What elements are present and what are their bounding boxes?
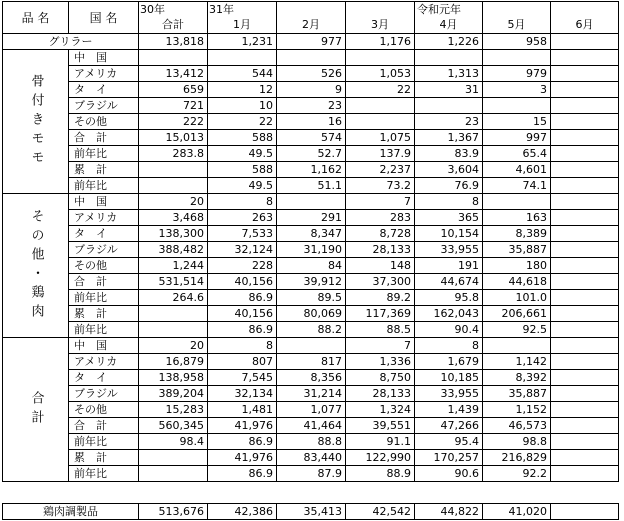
cell	[551, 178, 619, 194]
cell: 1,162	[277, 162, 346, 178]
cell: 13,818	[139, 34, 208, 50]
processed-label: 鶏肉調製品	[3, 504, 139, 520]
cell: 3,468	[139, 210, 208, 226]
year31-label: 31年	[209, 3, 234, 16]
grilla-row	[3, 34, 619, 50]
country-label: 前年比	[69, 466, 139, 482]
country-label: 累 計	[69, 306, 139, 322]
country-label: 合 計	[69, 274, 139, 290]
cell	[551, 114, 619, 130]
cell: 8	[415, 338, 483, 354]
table-row	[3, 242, 619, 258]
cell: 263	[208, 210, 277, 226]
cell	[551, 50, 619, 66]
cell	[551, 338, 619, 354]
cell	[346, 98, 415, 114]
cell: 86.9	[208, 466, 277, 482]
country-label: 前年比	[69, 322, 139, 338]
country-label: 前年比	[69, 290, 139, 306]
cell: 41,976	[208, 450, 277, 466]
country-label: ブラジル	[69, 98, 139, 114]
table-row	[3, 402, 619, 418]
reiwa-label: 令和元年	[417, 3, 461, 16]
country-label: 中 国	[69, 50, 139, 66]
cell: 1,244	[139, 258, 208, 274]
grilla-label: グリラー	[3, 34, 139, 50]
cell: 12	[208, 82, 277, 98]
cell	[551, 322, 619, 338]
cell: 117,369	[346, 306, 415, 322]
cell: 1,053	[346, 66, 415, 82]
cell: 41,020	[483, 504, 551, 520]
col-total-header	[139, 2, 208, 34]
import-table	[2, 1, 619, 482]
cell: 8,389	[483, 226, 551, 242]
cell	[415, 98, 483, 114]
cell	[139, 450, 208, 466]
cell: 31,214	[277, 386, 346, 402]
country-label: アメリカ	[69, 354, 139, 370]
cell: 20	[139, 338, 208, 354]
cell: 65.4	[483, 146, 551, 162]
cell	[277, 50, 346, 66]
table-row	[3, 98, 619, 114]
country-label: 中 国	[69, 194, 139, 210]
cell: 365	[415, 210, 483, 226]
cell: 206,661	[483, 306, 551, 322]
cell: 659	[139, 82, 208, 98]
cell: 22	[208, 114, 277, 130]
cell: 977	[277, 34, 346, 50]
cell: 7,545	[208, 370, 277, 386]
cell: 20	[139, 194, 208, 210]
col-month-6	[551, 2, 619, 34]
month-label: 3月	[371, 18, 389, 31]
cell: 37,300	[346, 274, 415, 290]
cell: 98.4	[139, 434, 208, 450]
cell: 8,750	[346, 370, 415, 386]
cell: 588	[208, 130, 277, 146]
cell: 1,324	[346, 402, 415, 418]
cell	[551, 146, 619, 162]
cell: 817	[277, 354, 346, 370]
cell: 33,955	[415, 386, 483, 402]
cell: 32,134	[208, 386, 277, 402]
cell: 1,231	[208, 34, 277, 50]
cell: 13,412	[139, 66, 208, 82]
cell: 10,154	[415, 226, 483, 242]
cell	[551, 418, 619, 434]
cell: 31,190	[277, 242, 346, 258]
cell: 47,266	[415, 418, 483, 434]
cell: 7	[346, 338, 415, 354]
cell: 222	[139, 114, 208, 130]
header-row	[3, 2, 619, 34]
cell: 88.5	[346, 322, 415, 338]
cell: 89.5	[277, 290, 346, 306]
col-country-header: 国 名	[69, 2, 139, 34]
year30-label: 30年	[140, 3, 165, 16]
month-label: 4月	[439, 18, 458, 31]
cell: 1,367	[415, 130, 483, 146]
cell: 8	[208, 338, 277, 354]
table-body	[3, 2, 619, 482]
cell	[139, 162, 208, 178]
section-label: 合計	[3, 338, 69, 482]
cell: 1,336	[346, 354, 415, 370]
cell: 1,679	[415, 354, 483, 370]
cell: 283	[346, 210, 415, 226]
cell	[139, 306, 208, 322]
table-row	[3, 354, 619, 370]
cell: 39,551	[346, 418, 415, 434]
cell: 88.2	[277, 322, 346, 338]
total-label: 合計	[162, 18, 184, 31]
cell: 137.9	[346, 146, 415, 162]
cell: 807	[208, 354, 277, 370]
cell: 28,133	[346, 386, 415, 402]
cell	[139, 178, 208, 194]
country-label: アメリカ	[69, 210, 139, 226]
cell: 8,347	[277, 226, 346, 242]
cell: 44,822	[415, 504, 483, 520]
section-label: 骨付きモモ	[3, 50, 69, 194]
table-row	[3, 50, 619, 66]
table-row	[3, 306, 619, 322]
country-label: ブラジル	[69, 386, 139, 402]
cell	[551, 130, 619, 146]
cell: 1,075	[346, 130, 415, 146]
cell: 8	[208, 194, 277, 210]
cell: 89.2	[346, 290, 415, 306]
cell	[551, 210, 619, 226]
cell: 32,124	[208, 242, 277, 258]
cell: 283.8	[139, 146, 208, 162]
cell: 1,142	[483, 354, 551, 370]
cell: 8	[415, 194, 483, 210]
cell: 388,482	[139, 242, 208, 258]
cell: 526	[277, 66, 346, 82]
country-label: その他	[69, 402, 139, 418]
cell: 148	[346, 258, 415, 274]
cell: 162,043	[415, 306, 483, 322]
cell: 90.6	[415, 466, 483, 482]
cell	[483, 338, 551, 354]
cell: 721	[139, 98, 208, 114]
cell: 228	[208, 258, 277, 274]
table-row	[3, 450, 619, 466]
col-month-2	[277, 2, 346, 34]
country-label: その他	[69, 114, 139, 130]
table-row	[3, 130, 619, 146]
table-row	[3, 370, 619, 386]
cell	[483, 194, 551, 210]
cell: 191	[415, 258, 483, 274]
cell	[346, 114, 415, 130]
cell: 138,958	[139, 370, 208, 386]
cell	[551, 466, 619, 482]
cell	[483, 98, 551, 114]
cell: 979	[483, 66, 551, 82]
cell: 46,573	[483, 418, 551, 434]
cell: 95.8	[415, 290, 483, 306]
cell	[551, 402, 619, 418]
cell: 31	[415, 82, 483, 98]
table-row	[3, 162, 619, 178]
cell: 15	[483, 114, 551, 130]
cell: 41,976	[208, 418, 277, 434]
country-label: 合 計	[69, 418, 139, 434]
cell: 42,542	[346, 504, 415, 520]
cell: 40,156	[208, 306, 277, 322]
cell	[551, 242, 619, 258]
table-row	[3, 178, 619, 194]
cell: 88.8	[277, 434, 346, 450]
month-label: 5月	[507, 18, 526, 31]
cell: 1,313	[415, 66, 483, 82]
cell	[551, 194, 619, 210]
cell: 74.1	[483, 178, 551, 194]
table-row	[3, 114, 619, 130]
cell: 51.1	[277, 178, 346, 194]
cell: 23	[277, 98, 346, 114]
cell: 291	[277, 210, 346, 226]
cell: 41,464	[277, 418, 346, 434]
cell: 76.9	[415, 178, 483, 194]
cell: 531,514	[139, 274, 208, 290]
cell	[551, 370, 619, 386]
cell: 3,604	[415, 162, 483, 178]
cell	[551, 504, 619, 520]
cell	[551, 354, 619, 370]
cell: 44,674	[415, 274, 483, 290]
cell: 16,879	[139, 354, 208, 370]
cell: 83.9	[415, 146, 483, 162]
cell: 80,069	[277, 306, 346, 322]
cell: 91.1	[346, 434, 415, 450]
cell: 92.2	[483, 466, 551, 482]
cell: 15,013	[139, 130, 208, 146]
table-row	[3, 274, 619, 290]
table-row	[3, 146, 619, 162]
cell	[139, 50, 208, 66]
cell: 122,990	[346, 450, 415, 466]
cell	[277, 338, 346, 354]
cell	[346, 50, 415, 66]
cell: 1,226	[415, 34, 483, 50]
cell: 163	[483, 210, 551, 226]
cell: 86.9	[208, 290, 277, 306]
country-label: アメリカ	[69, 66, 139, 82]
month-label: 6月	[575, 18, 594, 31]
cell: 28,133	[346, 242, 415, 258]
cell: 958	[483, 34, 551, 50]
cell	[139, 322, 208, 338]
cell: 33,955	[415, 242, 483, 258]
table-row	[3, 226, 619, 242]
country-label: 合 計	[69, 130, 139, 146]
cell: 49.5	[208, 178, 277, 194]
cell: 35,887	[483, 242, 551, 258]
cell	[277, 194, 346, 210]
cell: 560,345	[139, 418, 208, 434]
cell: 389,204	[139, 386, 208, 402]
month-label: 1月	[233, 18, 251, 31]
cell: 544	[208, 66, 277, 82]
table-row	[3, 386, 619, 402]
cell	[551, 162, 619, 178]
table-row	[3, 322, 619, 338]
cell: 513,676	[139, 504, 208, 520]
cell	[551, 226, 619, 242]
country-label: タ イ	[69, 370, 139, 386]
col-month-1	[208, 2, 277, 34]
col-product-header: 品 名	[3, 2, 69, 34]
table-row	[3, 418, 619, 434]
table-row	[3, 82, 619, 98]
cell: 2,237	[346, 162, 415, 178]
country-label: 中 国	[69, 338, 139, 354]
cell: 40,156	[208, 274, 277, 290]
cell	[551, 450, 619, 466]
country-label: タ イ	[69, 226, 139, 242]
cell: 170,257	[415, 450, 483, 466]
cell	[551, 274, 619, 290]
cell	[415, 50, 483, 66]
cell: 35,413	[277, 504, 346, 520]
cell: 8,356	[277, 370, 346, 386]
country-label: ブラジル	[69, 242, 139, 258]
cell: 101.0	[483, 290, 551, 306]
cell: 1,152	[483, 402, 551, 418]
cell: 216,829	[483, 450, 551, 466]
table-row	[3, 194, 619, 210]
cell: 7,533	[208, 226, 277, 242]
cell: 1,481	[208, 402, 277, 418]
section-label: その他・鶏肉	[3, 194, 69, 338]
country-label: 前年比	[69, 146, 139, 162]
cell	[208, 50, 277, 66]
cell	[139, 466, 208, 482]
cell: 7	[346, 194, 415, 210]
cell	[551, 306, 619, 322]
cell: 49.5	[208, 146, 277, 162]
table-row	[3, 338, 619, 354]
cell	[551, 290, 619, 306]
cell: 180	[483, 258, 551, 274]
table-row	[3, 210, 619, 226]
cell: 22	[346, 82, 415, 98]
cell: 4,601	[483, 162, 551, 178]
cell: 92.5	[483, 322, 551, 338]
table-row	[3, 434, 619, 450]
cell	[551, 82, 619, 98]
cell: 42,386	[208, 504, 277, 520]
cell: 39,912	[277, 274, 346, 290]
cell: 86.9	[208, 434, 277, 450]
cell: 8,392	[483, 370, 551, 386]
cell: 1,439	[415, 402, 483, 418]
cell: 23	[415, 114, 483, 130]
cell: 98.8	[483, 434, 551, 450]
cell: 138,300	[139, 226, 208, 242]
country-label: 前年比	[69, 434, 139, 450]
cell: 44,618	[483, 274, 551, 290]
cell: 3	[483, 82, 551, 98]
cell: 73.2	[346, 178, 415, 194]
cell: 10,185	[415, 370, 483, 386]
cell: 264.6	[139, 290, 208, 306]
cell: 35,887	[483, 386, 551, 402]
table-row	[3, 258, 619, 274]
cell: 52.7	[277, 146, 346, 162]
country-label: 累 計	[69, 162, 139, 178]
cell: 87.9	[277, 466, 346, 482]
cell: 574	[277, 130, 346, 146]
month-label: 2月	[302, 18, 320, 31]
country-label: その他	[69, 258, 139, 274]
cell: 83,440	[277, 450, 346, 466]
processed-table	[2, 503, 619, 520]
cell: 84	[277, 258, 346, 274]
table-row	[3, 290, 619, 306]
col-month-3	[346, 2, 415, 34]
cell	[551, 434, 619, 450]
table-row	[3, 66, 619, 82]
cell: 16	[277, 114, 346, 130]
cell: 15,283	[139, 402, 208, 418]
cell: 88.9	[346, 466, 415, 482]
cell: 997	[483, 130, 551, 146]
cell: 8,728	[346, 226, 415, 242]
country-label: タ イ	[69, 82, 139, 98]
cell	[551, 386, 619, 402]
country-label: 累 計	[69, 450, 139, 466]
cell: 9	[277, 82, 346, 98]
cell	[551, 34, 619, 50]
table-row	[3, 466, 619, 482]
cell	[551, 98, 619, 114]
cell: 10	[208, 98, 277, 114]
cell: 1,176	[346, 34, 415, 50]
cell: 90.4	[415, 322, 483, 338]
cell: 95.4	[415, 434, 483, 450]
cell	[483, 50, 551, 66]
cell: 1,077	[277, 402, 346, 418]
country-label: 前年比	[69, 178, 139, 194]
processed-row	[3, 504, 619, 520]
cell	[551, 258, 619, 274]
cell	[551, 66, 619, 82]
cell: 588	[208, 162, 277, 178]
cell: 86.9	[208, 322, 277, 338]
